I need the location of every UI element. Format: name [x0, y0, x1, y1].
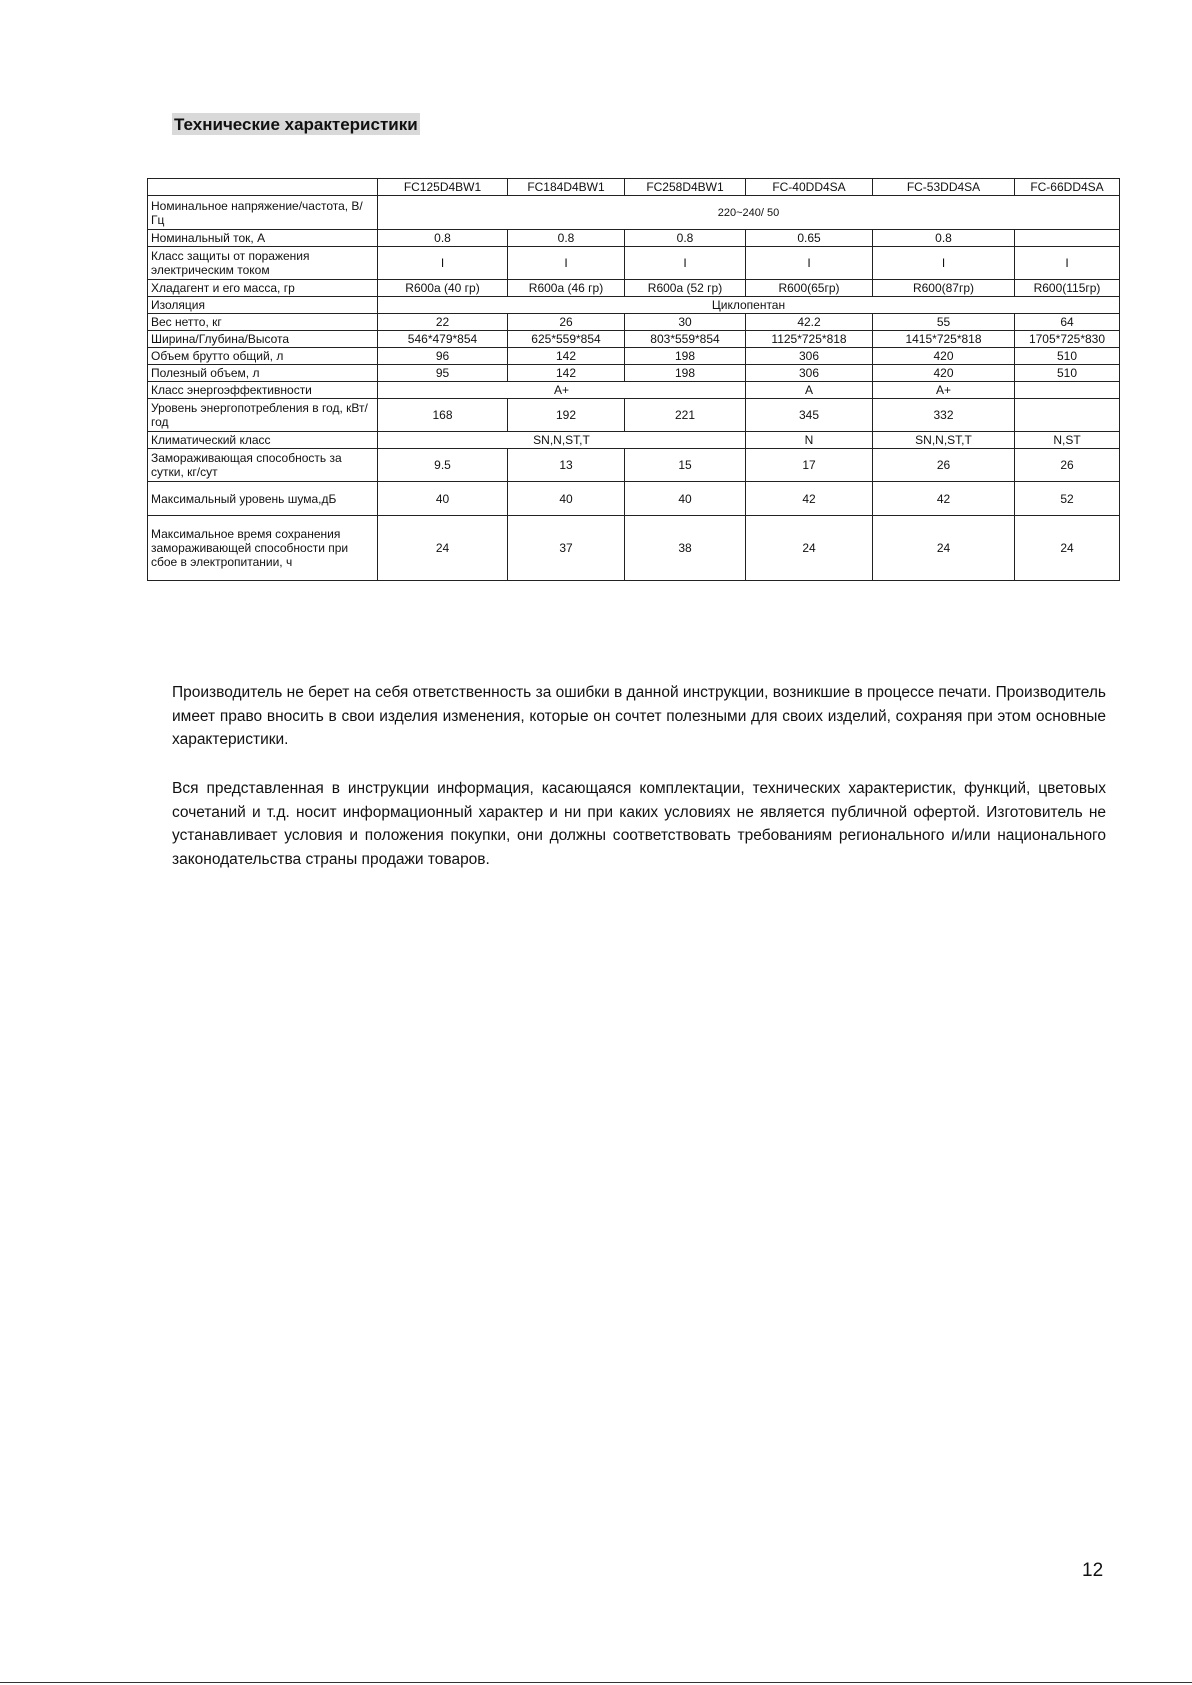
- cell-freezing-capacity: 26: [1015, 449, 1120, 482]
- table-row: [148, 365, 1120, 382]
- cell-hold-time: 24: [746, 516, 873, 581]
- cell-dimensions: 625*559*854: [508, 331, 625, 348]
- table-row: [148, 297, 1120, 314]
- cell-useful-volume: 420: [873, 365, 1015, 382]
- cell-energy-class: [1015, 382, 1120, 399]
- cell-weight: 30: [625, 314, 746, 331]
- cell-freezing-capacity: 15: [625, 449, 746, 482]
- cell-current: 0.8: [508, 230, 625, 247]
- row-label-current: Номинальный ток, А: [148, 230, 378, 247]
- row-label-gross-volume: Объем брутто общий, л: [148, 348, 378, 365]
- cell-energy-consumption: 332: [873, 399, 1015, 432]
- cell-refrigerant: R600(115гр): [1015, 280, 1120, 297]
- disclaimer-paragraph: Производитель не берет на себя ответственность за ошибки в данной инструкции, возникшие в процессе печати. Производитель имеет право вносить в свои изделия изменения, которые он сочтет полезными для своих изделий, сохраняя при этом основные характеристики.: [172, 684, 1106, 748]
- cell-gross-volume: 420: [873, 348, 1015, 365]
- cell-gross-volume: 306: [746, 348, 873, 365]
- cell-energy-class: A+: [378, 382, 746, 399]
- cell-dimensions: 803*559*854: [625, 331, 746, 348]
- row-label-weight: Вес нетто, кг: [148, 314, 378, 331]
- cell-hold-time: 37: [508, 516, 625, 581]
- row-label-refrigerant: Хладагент и его масса, гр: [148, 280, 378, 297]
- cell-freezing-capacity: 13: [508, 449, 625, 482]
- cell-gross-volume: 198: [625, 348, 746, 365]
- row-label-useful-volume: Полезный объем, л: [148, 365, 378, 382]
- table-row: [148, 382, 1120, 399]
- table-row: [148, 331, 1120, 348]
- column-header: FC-53DD4SA: [873, 179, 1015, 196]
- table-row: [148, 432, 1120, 449]
- cell-weight: 64: [1015, 314, 1120, 331]
- row-label-insulation: Изоляция: [148, 297, 378, 314]
- column-header: FC184D4BW1: [508, 179, 625, 196]
- specifications-table: [147, 178, 1120, 581]
- cell-gross-volume: 142: [508, 348, 625, 365]
- cell-dimensions: 1125*725*818: [746, 331, 873, 348]
- cell-hold-time: 24: [873, 516, 1015, 581]
- cell-current: 0.8: [625, 230, 746, 247]
- cell-dimensions: 546*479*854: [378, 331, 508, 348]
- cell-noise: 42: [873, 482, 1015, 516]
- table-row: [148, 516, 1120, 581]
- table-row: [148, 230, 1120, 247]
- row-label-voltage: Номинальное напряжение/частота, В/Гц: [148, 196, 378, 230]
- table-row: [148, 196, 1120, 230]
- cell-hold-time: 38: [625, 516, 746, 581]
- cell-protection: I: [378, 247, 508, 280]
- table-row: [148, 314, 1120, 331]
- footer-divider: [0, 1682, 1192, 1683]
- row-label-protection: Класс защиты от поражения электрическим током: [148, 247, 378, 280]
- cell-refrigerant: R600a (40 гр): [378, 280, 508, 297]
- row-label-hold-time: Максимальное время сохранения замораживающей способности при сбое в электропитании, ч: [148, 516, 378, 581]
- table-row: [148, 482, 1120, 516]
- cell-current: 0.65: [746, 230, 873, 247]
- cell-useful-volume: 198: [625, 365, 746, 382]
- cell-refrigerant: R600(65гр): [746, 280, 873, 297]
- cell-weight: 22: [378, 314, 508, 331]
- table-row: [148, 399, 1120, 432]
- table-row: [148, 247, 1120, 280]
- cell-current: 0.8: [873, 230, 1015, 247]
- cell-freezing-capacity: 26: [873, 449, 1015, 482]
- cell-useful-volume: 306: [746, 365, 873, 382]
- cell-useful-volume: 510: [1015, 365, 1120, 382]
- cell-climate-class: SN,N,ST,T: [873, 432, 1015, 449]
- cell-climate-class: N: [746, 432, 873, 449]
- cell-protection: I: [746, 247, 873, 280]
- row-label-noise: Максимальный уровень шума,дБ: [148, 482, 378, 516]
- row-label-freezing-capacity: Замораживающая способность за сутки, кг/сут: [148, 449, 378, 482]
- cell-refrigerant: R600(87гр): [873, 280, 1015, 297]
- cell-current: 0.8: [378, 230, 508, 247]
- cell-freezing-capacity: 17: [746, 449, 873, 482]
- cell-useful-volume: 95: [378, 365, 508, 382]
- cell-refrigerant: R600a (52 гр): [625, 280, 746, 297]
- cell-gross-volume: 510: [1015, 348, 1120, 365]
- cell-gross-volume: 96: [378, 348, 508, 365]
- cell-freezing-capacity: 9.5: [378, 449, 508, 482]
- column-header: FC-40DD4SA: [746, 179, 873, 196]
- cell-energy-class: A+: [873, 382, 1015, 399]
- row-label-dimensions: Ширина/Глубина/Высота: [148, 331, 378, 348]
- cell-insulation: Циклопентан: [378, 297, 1120, 314]
- table-row: [148, 280, 1120, 297]
- cell-current: [1015, 230, 1120, 247]
- cell-energy-consumption: 192: [508, 399, 625, 432]
- section-title: Технические характеристики: [174, 115, 418, 134]
- cell-voltage: 220~240/ 50: [378, 196, 1120, 230]
- cell-energy-consumption: 345: [746, 399, 873, 432]
- table-row: [148, 348, 1120, 365]
- cell-noise: 40: [378, 482, 508, 516]
- cell-useful-volume: 142: [508, 365, 625, 382]
- row-label-energy-consumption: Уровень энергопотребления в год, кВт/год: [148, 399, 378, 432]
- header-empty-cell: [148, 179, 378, 196]
- cell-weight: 42.2: [746, 314, 873, 331]
- table-header-row: [148, 179, 1120, 196]
- row-label-energy-class: Класс энергоэффективности: [148, 382, 378, 399]
- cell-protection: I: [873, 247, 1015, 280]
- cell-noise: 40: [508, 482, 625, 516]
- cell-energy-consumption: [1015, 399, 1120, 432]
- cell-weight: 55: [873, 314, 1015, 331]
- cell-climate-class: SN,N,ST,T: [378, 432, 746, 449]
- cell-weight: 26: [508, 314, 625, 331]
- page-number: 12: [1082, 1560, 1104, 1581]
- cell-protection: I: [508, 247, 625, 280]
- cell-hold-time: 24: [1015, 516, 1120, 581]
- cell-energy-class: A: [746, 382, 873, 399]
- cell-energy-consumption: 221: [625, 399, 746, 432]
- cell-noise: 52: [1015, 482, 1120, 516]
- column-header: FC-66DD4SA: [1015, 179, 1120, 196]
- cell-protection: I: [625, 247, 746, 280]
- cell-refrigerant: R600a (46 гр): [508, 280, 625, 297]
- cell-noise: 40: [625, 482, 746, 516]
- cell-protection: I: [1015, 247, 1120, 280]
- table-row: [148, 449, 1120, 482]
- cell-energy-consumption: 168: [378, 399, 508, 432]
- cell-dimensions: 1415*725*818: [873, 331, 1015, 348]
- column-header: FC125D4BW1: [378, 179, 508, 196]
- row-label-climate-class: Климатический класс: [148, 432, 378, 449]
- cell-dimensions: 1705*725*830: [1015, 331, 1120, 348]
- information-paragraph: Вся представленная в инструкции информация, касающаяся комплектации, технических характеристик, функций, цветовых сочетаний и т.д. носит информационный характер и ни при каких условиях не является публичной офертой. Изготовитель не устанавливает условия и положения покупки, они должны соответствовать требованиям регионального и/или национального законодательства страны продажи товаров.: [172, 780, 1106, 868]
- cell-hold-time: 24: [378, 516, 508, 581]
- cell-noise: 42: [746, 482, 873, 516]
- column-header: FC258D4BW1: [625, 179, 746, 196]
- cell-climate-class: N,ST: [1015, 432, 1120, 449]
